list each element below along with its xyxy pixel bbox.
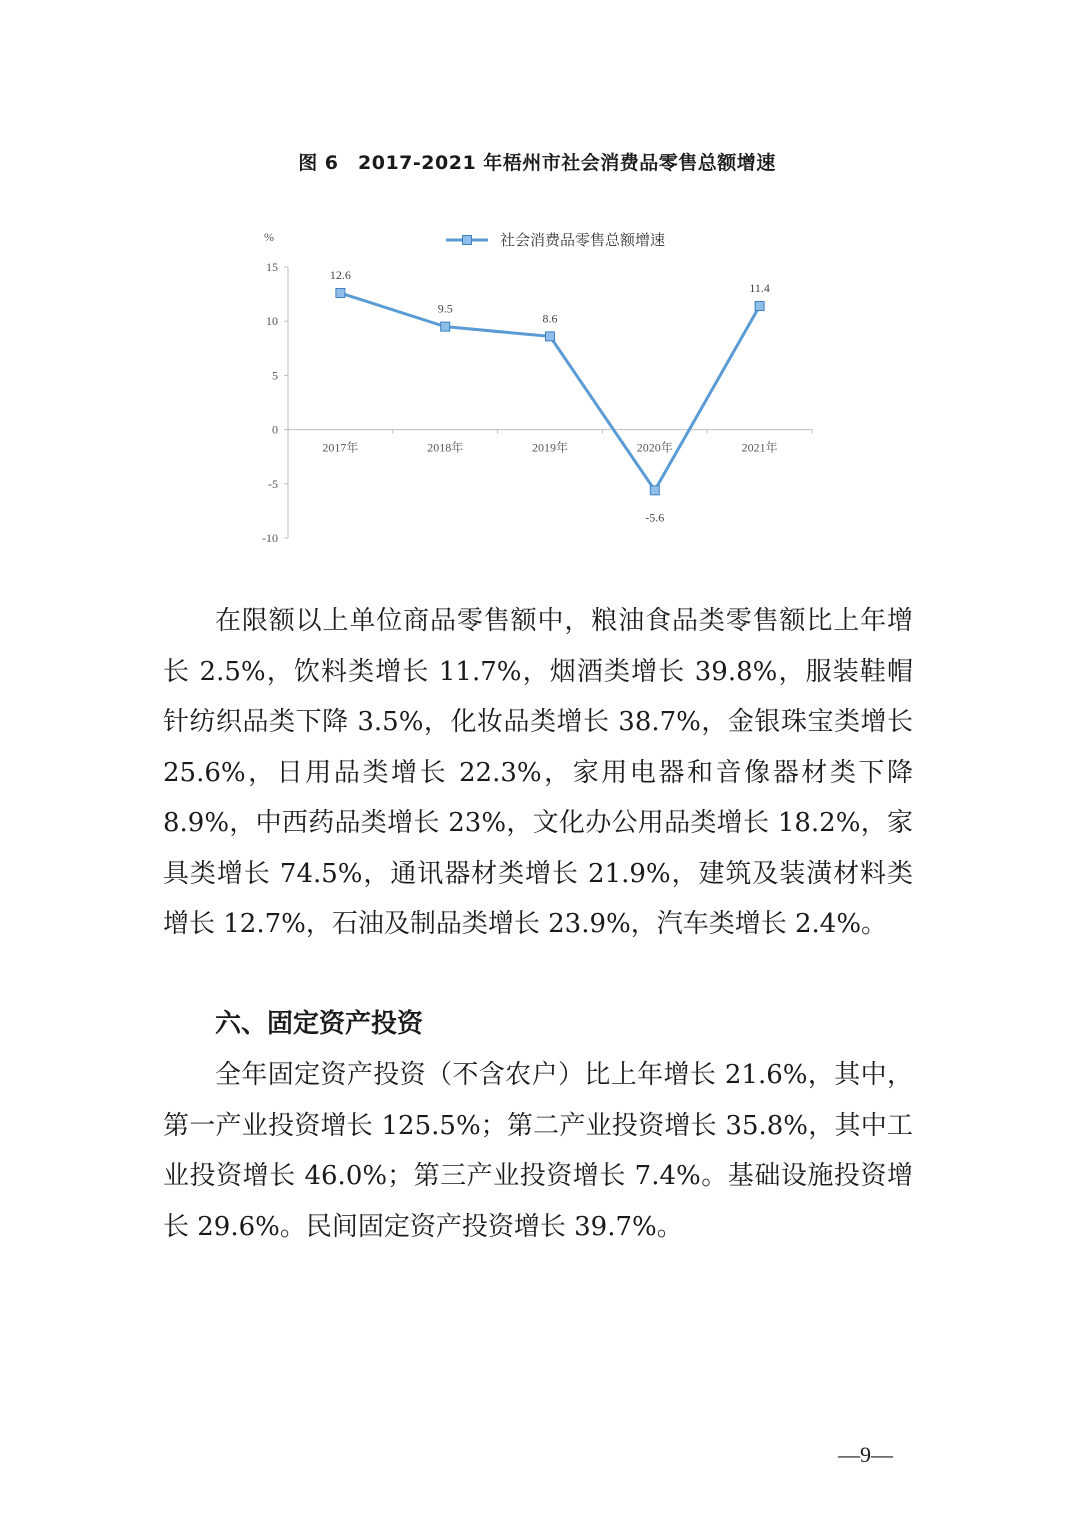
x-tick-label: 2020年 [636,440,673,455]
paragraph-fixed-asset-investment: 全年固定资产投资（不含农户）比上年增长 21.6%，其中，第一产业投资增长 125.5%；第二产业投资增长 35.8%，其中工业投资增长 46.0%；第三产业投资增长 7.4%。基础设施投资增长 29.6%。民间固定资产投资增长 39.7%。 [163,1060,913,1242]
data-label: -5.6 [645,510,665,525]
legend-marker-swatch [463,236,472,245]
y-tick-label: 15 [266,260,278,274]
data-point-marker [546,332,555,341]
paragraph-retail-categories: 在限额以上单位商品零售额中，粮油食品类零售额比上年增长 2.5%，饮料类增长 11.7%，烟酒类增长 39.8%，服装鞋帽针纺织品类下降 3.5%，化妆品类增长 38.7%，金银珠宝类增长 25.6%，日用品类增长 22.3%，家用电器和音像器材类下降 8.9%，中西药品类增长 23%，文化办公用品类增长 18.2%，家具类增长 74.5%，通讯器材类增长 21.9%，建筑及装潢材料类增长 12.7%，石油及制品类增长 23.9%，汽车类增长 2.4%。 [163,606,913,939]
y-tick-label: -10 [262,531,278,545]
data-label: 12.6 [329,268,351,283]
legend-label: 社会消费品零售总额增速 [500,231,666,249]
line-chart [240,205,830,565]
x-tick-label: 2017年 [322,440,359,455]
y-tick-label: 10 [266,314,278,329]
section-heading-fixed-assets: 六、固定资产投资 [215,1009,424,1039]
x-tick-label: 2021年 [741,440,778,455]
y-tick-label: 5 [272,368,278,383]
y-tick-label: 0 [272,422,278,437]
data-point-marker [336,289,345,298]
data-label: 11.4 [749,281,770,296]
data-label: 9.5 [437,301,453,316]
data-point-marker [755,302,764,311]
data-point-marker [650,486,659,495]
y-axis-unit-label: % [264,230,274,244]
data-point-marker [441,322,450,331]
x-tick-label: 2019年 [531,440,569,455]
page-number: —9— [838,1442,893,1467]
data-label: 8.6 [542,311,558,326]
x-tick-label: 2018年 [427,440,464,455]
y-tick-label: -5 [268,476,278,491]
figure-title: 图 6 2017-2021 年梧州市社会消费品零售总额增速 [298,152,776,174]
